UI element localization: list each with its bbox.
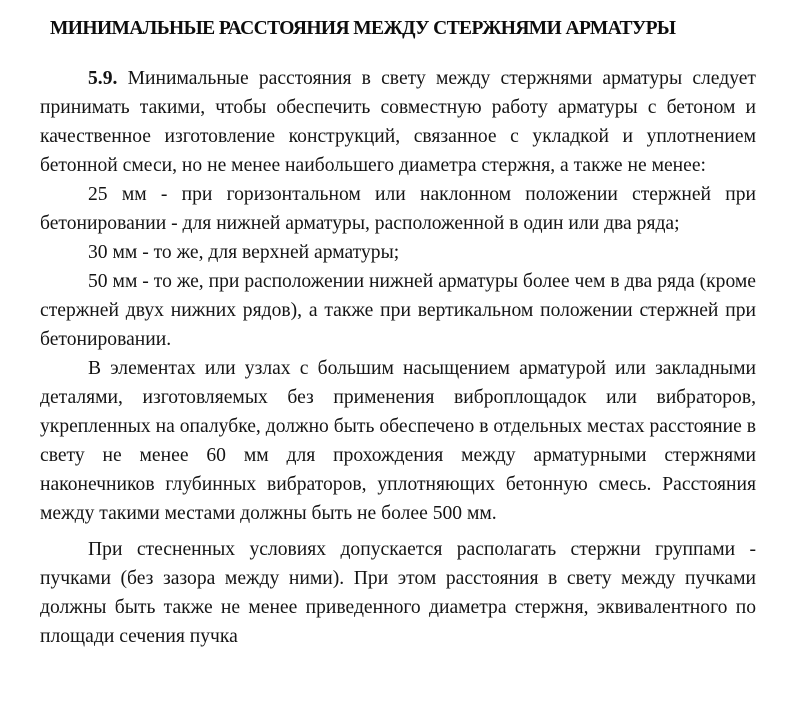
- paragraph-50mm: 50 мм - то же, при расположении нижней арматуры более чем в два ряда (кроме стержней двух нижних рядов), а также при вертикальном положении стержней при бетонировании.: [40, 271, 756, 350]
- document-body: [40, 64, 756, 651]
- section-number: 5.9.: [88, 68, 118, 89]
- paragraph-30mm: 30 мм - то же, для верхней арматуры;: [88, 242, 400, 263]
- paragraph-5-9: [40, 64, 756, 180]
- document-title: МИНИМАЛЬНЫЕ РАССТОЯНИЯ МЕЖДУ СТЕРЖНЯМИ АРМАТУРЫ: [50, 18, 676, 39]
- paragraph-text: Минимальные расстояния в свету между стержнями арматуры следует принимать такими, чтобы обеспечить совместную работу арматуры с бетоном и качественное изготовление конструкций, связанное с укладкой и уплотнением бетонной смеси, но не менее наибольшего диаметра стержня, а также не менее:: [40, 68, 756, 176]
- paragraph-vibrators: В элементах или узлах с большим насыщением арматурой или закладными деталями, изготовляемых без применения виброплощадок или вибраторов, укрепленных на опалубке, должно быть обеспечено в отдельных местах расстояние в свету не менее 60 мм для прохождения между арматурными стержнями наконечников глубинных вибраторов, уплотняющих бетонную смесь. Расстояния между такими местами должны быть не более 500 мм.: [40, 358, 756, 524]
- paragraph-bundles: При стесненных условиях допускается располагать стержни группами - пучками (без зазора между ними). При этом расстояния в свету между пучками должны быть также не менее приведенного диаметра стержня, эквивалентного по площади сечения пучка: [40, 539, 756, 647]
- paragraph-25mm: 25 мм - при горизонтальном или наклонном положении стержней при бетонировании - для нижней арматуры, расположенной в один или два ряда;: [40, 184, 756, 234]
